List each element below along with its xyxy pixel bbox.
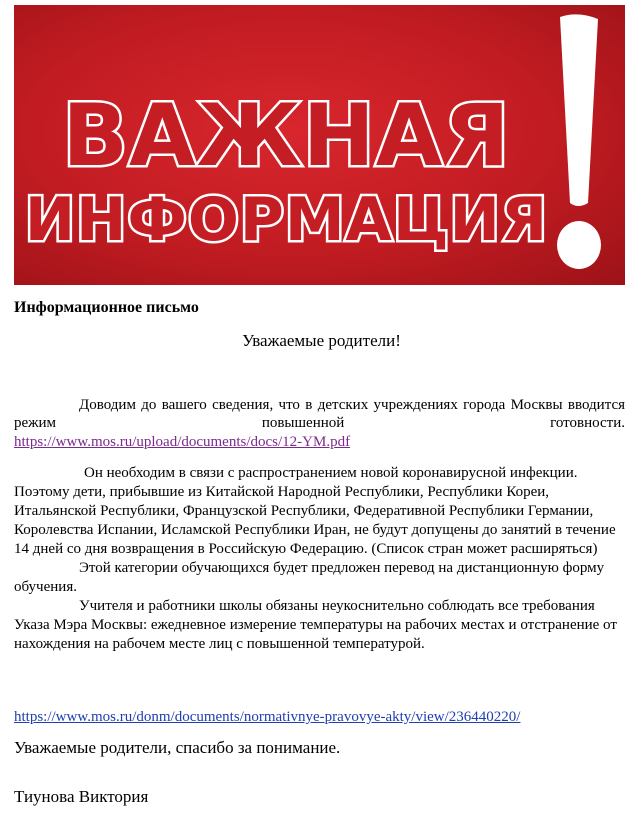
letter-title: Информационное письмо	[14, 299, 199, 316]
banner-line-1: ВАЖНАЯ	[62, 86, 511, 186]
paragraph-1: Доводим до вашего сведения, что в детских учреждениях города Москвы вводится режим повышенной готовности.	[14, 397, 625, 431]
paragraph-4: Учителя и работники школы обязаны неукоснительно соблюдать все требования Указа Мэра Москвы: ежедневное измерение температуры на рабочих местах и отстранение от нахождения на рабочем месте лиц с повышенной температурой.	[14, 598, 617, 652]
salutation: Уважаемые родители!	[242, 331, 401, 350]
letter-body	[14, 464, 625, 654]
thanks-line: Уважаемые родители, спасибо за понимание.	[14, 738, 341, 757]
paragraph-3: Этой категории обучающихся будет предложен перевод на дистанционную форму обучения.	[14, 560, 605, 595]
decree-link[interactable]: https://www.mos.ru/upload/documents/docs/12-YM.pdf	[14, 434, 351, 450]
exclamation-mark-icon	[552, 13, 604, 273]
signature: Тиунова Виктория	[14, 787, 149, 806]
paragraph-2: Он необходим в связи с распространением новой коронавирусной инфекции. Поэтому дети, прибывшие из Китайской Народной Республики, Республики Кореи, Итальянской Республики, Французской Республики, Федеративной Республики Германии, Королевства Испании, Исламской Республики Иран, не будут допущены до занятий в течение 14 дней со дня возвращения в Российскую Федерацию. (Список стран может расширяться)	[14, 465, 616, 557]
banner-line-2: ИНФОРМАЦИЯ	[24, 185, 549, 255]
legal-acts-link[interactable]: https://www.mos.ru/donm/documents/normativnye-pravovye-akty/view/236440220/	[14, 709, 521, 725]
important-info-banner	[14, 5, 625, 285]
